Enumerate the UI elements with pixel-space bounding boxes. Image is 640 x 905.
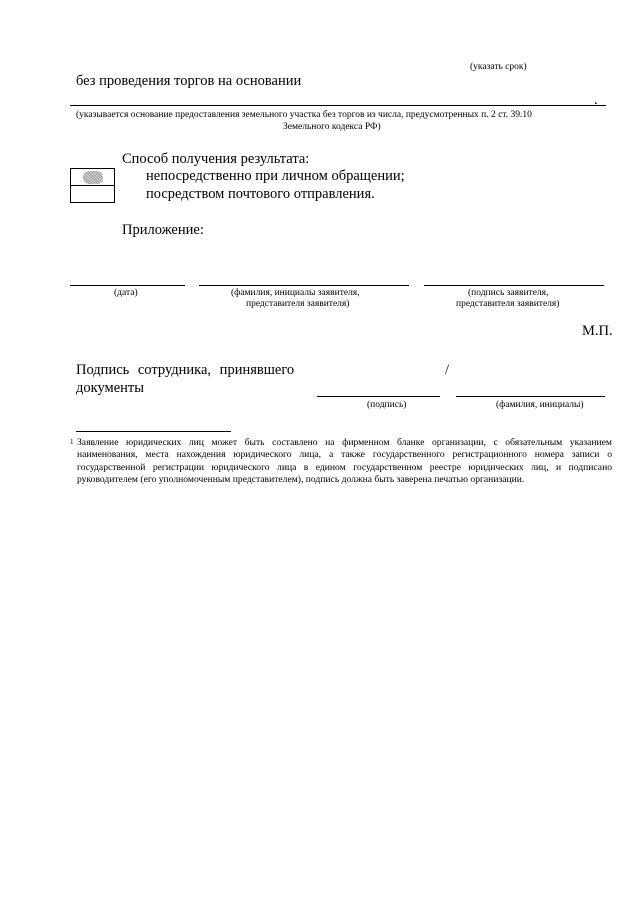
option-mail-delivery: посредством почтового отправления. bbox=[146, 186, 375, 202]
employee-name-caption: (фамилия, инициалы) bbox=[496, 400, 584, 410]
basis-period: . bbox=[594, 92, 598, 108]
footnote-text: Заявление юридических лиц может быть составлено на фирменном бланке организации, с обязательным указанием наименования, места нахождения юридического лица, а также государственного регистрационного номера записи о государственной регистрации юридического лица в едином государственном реестре юридических лиц, и подписано руководителем (его уполномоченным представителем), подпись должна быть заверена печатью организации. bbox=[77, 437, 612, 486]
basis-hint-line-1: (указывается основание предоставления земельного участка без торгов из числа, предусмотренных п. 2 ст. 39.10 bbox=[76, 110, 532, 120]
name-caption-line-2: представителя заявителя) bbox=[246, 299, 350, 309]
checkbox-mark-icon bbox=[83, 171, 103, 184]
attachment-label: Приложение: bbox=[122, 222, 204, 238]
basis-hint-line-2: Земельного кодекса РФ) bbox=[283, 122, 381, 132]
name-caption-line-1: (фамилия, инициалы заявителя, bbox=[231, 288, 360, 298]
option-personal-pickup: непосредственно при личном обращении; bbox=[146, 168, 405, 184]
basis-line-text: без проведения торгов на основании bbox=[76, 73, 302, 89]
applicant-name-line[interactable] bbox=[199, 285, 409, 286]
employee-sign-caption: (подпись) bbox=[367, 400, 407, 410]
date-caption: (дата) bbox=[114, 288, 138, 298]
employee-slash: / bbox=[445, 362, 450, 378]
signature-caption-line-1: (подпись заявителя, bbox=[468, 288, 549, 298]
personal-pickup-checkbox[interactable] bbox=[70, 168, 115, 186]
method-title: Способ получения результата: bbox=[122, 151, 310, 167]
deadline-hint: (указать срок) bbox=[470, 62, 527, 72]
employee-label-line-1: Подпись сотрудника, принявшего bbox=[76, 362, 295, 378]
footnote-divider bbox=[76, 431, 231, 432]
date-line[interactable] bbox=[70, 285, 185, 286]
basis-underline[interactable] bbox=[70, 105, 606, 106]
footnote bbox=[70, 437, 612, 487]
employee-name-line[interactable] bbox=[456, 396, 605, 397]
applicant-signature-line[interactable] bbox=[424, 285, 604, 286]
employee-label-line-2: документы bbox=[76, 380, 144, 396]
mail-delivery-checkbox[interactable] bbox=[70, 185, 115, 203]
footnote-marker: 1 bbox=[70, 438, 74, 446]
seal-label: М.П. bbox=[582, 323, 613, 339]
signature-caption-line-2: представителя заявителя) bbox=[456, 299, 560, 309]
employee-signature-line[interactable] bbox=[317, 396, 440, 397]
